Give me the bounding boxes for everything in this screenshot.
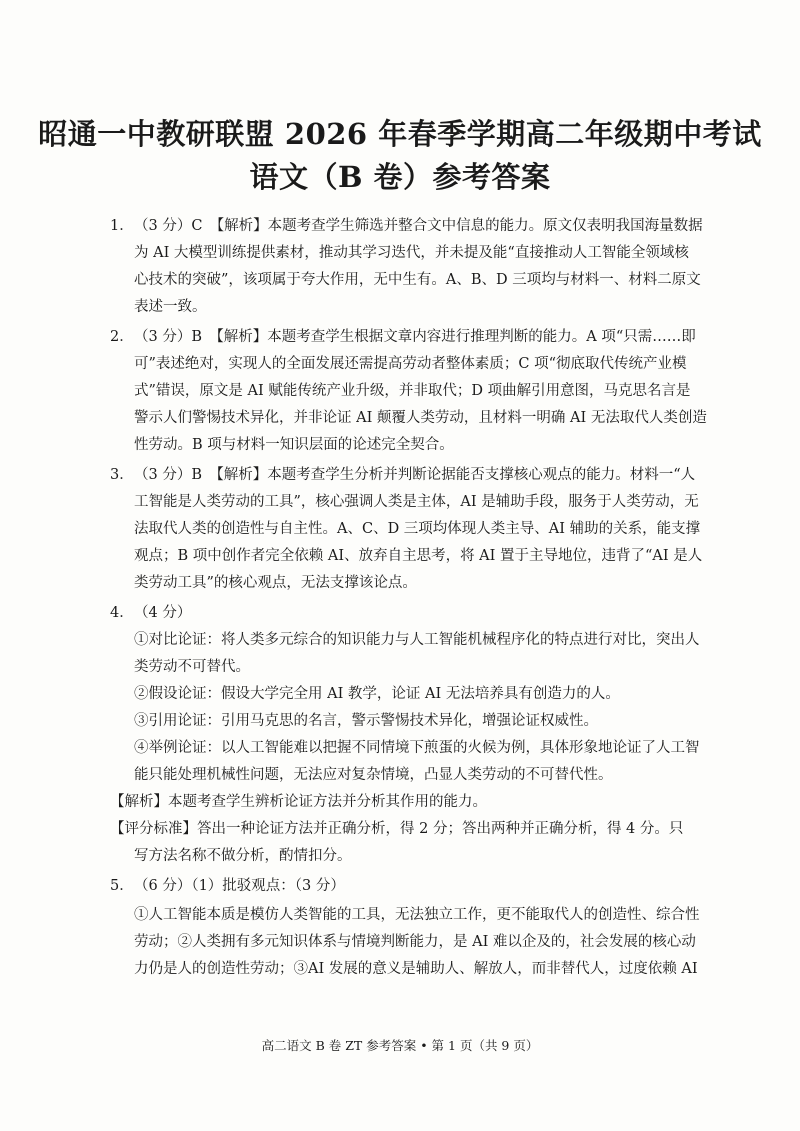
- page-footer: 高二语文 B 卷 ZT 参考答案 • 第 1 页（共 9 页）: [261, 1038, 539, 1053]
- answer-text-line: 式”错误，原文是 AI 赋能传统产业升级，并非取代；D 项曲解引用意图，马克思名言是: [134, 383, 691, 399]
- answer-text-line: ③引用论证：引用马克思的名言，警示警惕技术异化，增强论证权威性。: [134, 713, 598, 729]
- answer-text-line: 工智能是人类劳动的工具”，核心强调人类是主体，AI 是辅助手段，服务于人类劳动，无: [134, 494, 699, 510]
- scoring-standard: 【评分标准】答出一种论证方法并正确分析，得 2 分；答出两种并正确分析，得 4 分。只: [110, 821, 684, 837]
- analysis-note: 【解析】本题考查学生辨析论证方法并分析其作用的能力。: [110, 794, 487, 810]
- answer-text-line: 劳动；②人类拥有多元知识体系与情境判断能力，是 AI 难以企及的，社会发展的核心动: [134, 934, 696, 950]
- answer-text-line: （3 分）B 【解析】本题考查学生分析并判断论据能否支撑核心观点的能力。材料一“人: [134, 467, 696, 483]
- answer-text-line: 表述一致。: [134, 299, 207, 315]
- answer-text-line: （3 分）B 【解析】本题考查学生根据文章内容进行推理判断的能力。A 项“只需……即: [134, 329, 696, 345]
- answer-text-line: 法取代人类的创造性与自主性。A、C、D 三项均体现人类主导、AI 辅助的关系，能支撑: [134, 521, 701, 537]
- answer-text-line: 能只能处理机械性问题，无法应对复杂情境，凸显人类劳动的不可替代性。: [134, 767, 613, 783]
- answer-text-line: ①对比论证：将人类多元综合的知识能力与人工智能机械程序化的特点进行对比，突出人: [134, 632, 700, 648]
- question-number: 4．: [110, 605, 134, 621]
- answer-text-line: 类劳动工具”的核心观点，无法支撑该论点。: [134, 575, 417, 591]
- question-number: 1．: [110, 218, 134, 234]
- page-subtitle: 语文（B 卷）参考答案: [249, 160, 551, 194]
- answer-text-line: 性劳动。B 项与材料一知识层面的论述完全契合。: [134, 437, 454, 453]
- question-number: 5．: [110, 878, 134, 894]
- answer-text-line: ④举例论证：以人工智能难以把握不同情境下煎蛋的火候为例，具体形象地论证了人工智: [134, 740, 700, 756]
- answer-text-line: 可”表述绝对，实现人的全面发展还需提高劳动者整体素质；C 项“彻底取代传统产业模: [134, 356, 687, 372]
- answer-text-line: 力仍是人的创造性劳动；③AI 发展的意义是辅助人、解放人，而非替代人，过度依赖 AI: [134, 961, 698, 977]
- answer-text-line: 观点；B 项中创作者完全依赖 AI、放弃自主思考，将 AI 置于主导地位，违背了“AI 是人: [134, 548, 703, 564]
- answer-text-line: 警示人们警惕技术异化，并非论证 AI 颠覆人类劳动，且材料一明确 AI 无法取代人类创造: [134, 410, 707, 426]
- scoring-standard-continued: 写方法名称不做分析，酌情扣分。: [134, 848, 352, 864]
- answer-text-line: 为 AI 大模型训练提供素材，推动其学习迭代，并未提及能“直接推动人工智能全领域核: [134, 245, 689, 261]
- answer-text-line: 类劳动不可替代。: [134, 659, 250, 675]
- answer-text-line: （6 分）（1）批驳观点：（3 分）: [134, 878, 345, 894]
- answer-text-line: （4 分）: [134, 605, 192, 621]
- answer-text-line: ②假设论证：假设大学完全用 AI 教学，论证 AI 无法培养具有创造力的人。: [134, 686, 620, 702]
- answer-text-line: ①人工智能本质是模仿人类智能的工具，无法独立工作，更不能取代人的创造性、综合性: [134, 907, 700, 923]
- page-title: 昭通一中教研联盟 2026 年春季学期高二年级期中考试: [38, 117, 762, 151]
- question-number: 3．: [110, 467, 134, 483]
- answer-text-line: （3 分）C 【解析】本题考查学生筛选并整合文中信息的能力。原文仅表明我国海量数据: [134, 218, 703, 234]
- answer-text-line: 心技术的突破”，该项属于夸大作用，无中生有。A、B、D 三项均与材料一、材料二原文: [134, 272, 701, 288]
- question-number: 2．: [110, 329, 134, 345]
